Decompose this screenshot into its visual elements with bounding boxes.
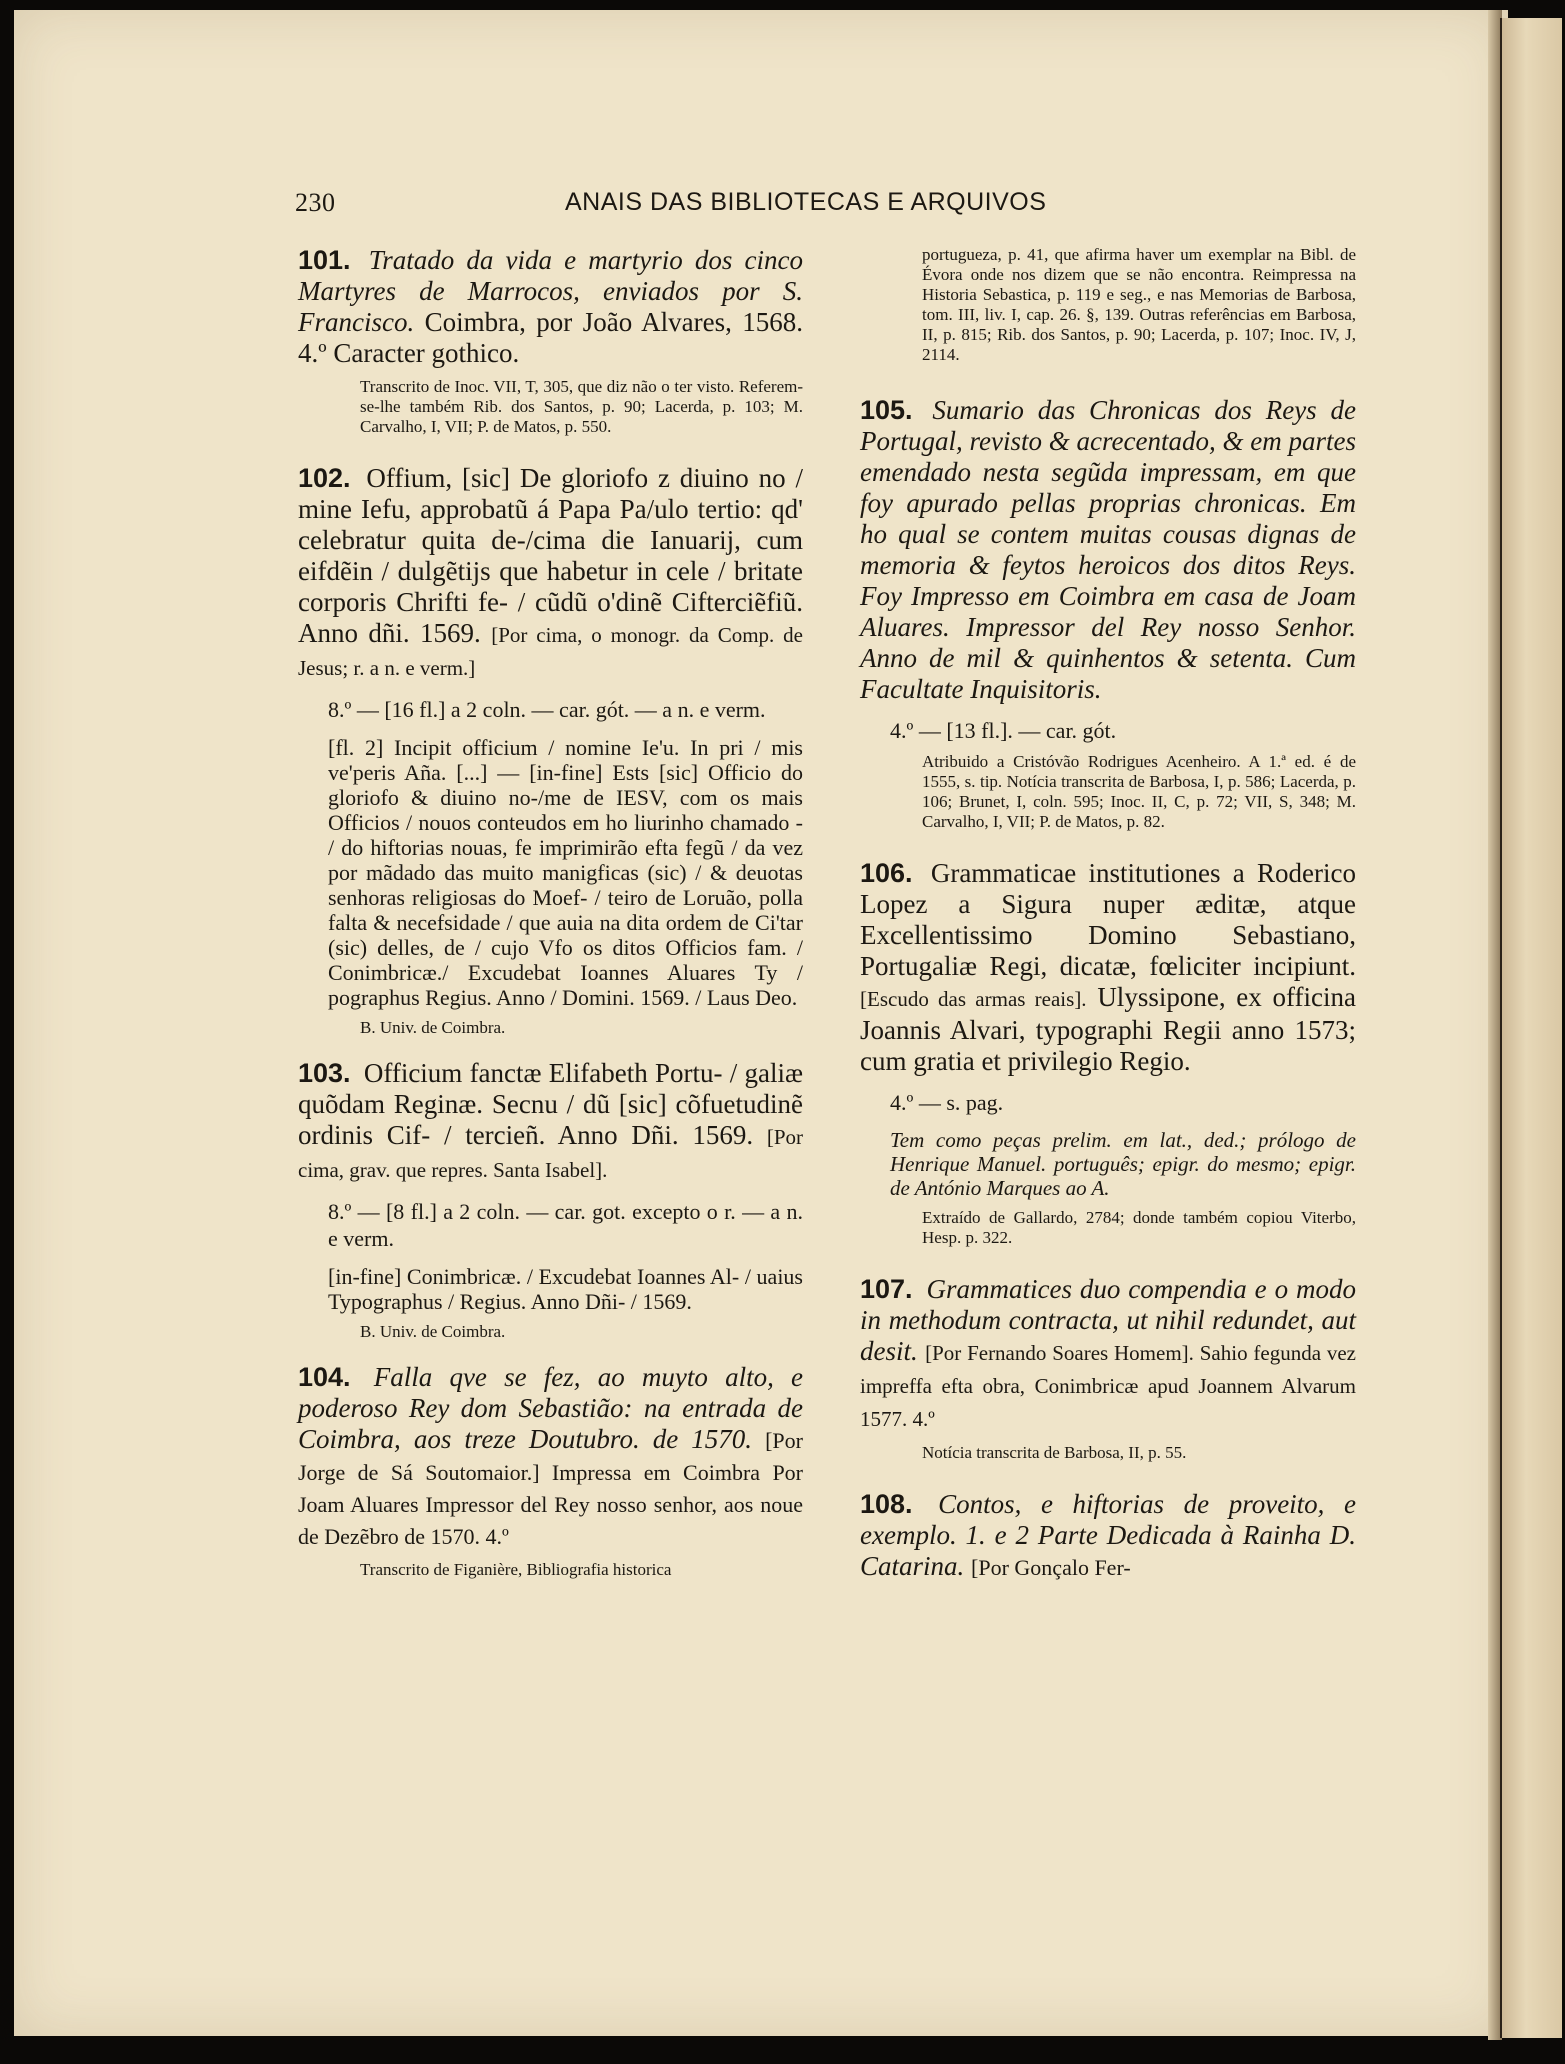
page-number: 230 [295, 188, 336, 217]
entry-location: B. Univ. de Coimbra. [360, 1018, 506, 1037]
entry-number: 103. [298, 1058, 351, 1088]
entry-excerpt: [fl. 2] Incipit officium / nomine Ie'u. In pri / mis ve'peris Aña. [...] — [in-fine] Ests [sic] Officio do gloriofo & diuino no-/me de IESV, com os mais Officios / nouos conteudos em ho liurinho chamado - / do hiftorias nouas, fe imprimirão efta fegũ / da vez por mãdado das muito manigficas (sic) / & deuotas senhoras religiosas do Moef- / teiro de Loruão, polla falta & necefsidade / que auia na dita ordem de Ci'tar (sic) delles, de / cujo Vfo os ditos Officios fam. / Conimbricæ./ Excudebat Ioannes Aluares Ty / pographus Regius. Anno / Domini. 1569. / Laus Deo. [328, 735, 803, 1010]
entry-bracket-note: [Por cima, o monogr. da Comp. de Jesus; r. a n. e verm.] [298, 623, 804, 680]
right-column [860, 245, 1356, 1603]
entry-imprint: [Por Jorge de Sá Soutomaior.] Impressa em Coimbra Por Joam Aluares Impressor del Rey nosso senhor, aos noue de Dezẽbro de 1570. 4.º [298, 1428, 803, 1549]
entry-text: Officium fanctæ Elifabeth Portu- / galiæ quõdam Reginæ. Secnu / dũ [sic] cõfuetudinẽ ordinis Cif- / tercieñ. Anno Dñi. 1569. [298, 1058, 804, 1150]
entry-imprint: Ulyssipone, ex officina Joannis Alvari, typographi Regii anno 1573; cum gratia et privilegio Regio. [860, 982, 1356, 1076]
entry-number: 104. [298, 1362, 351, 1392]
entry-note: Extraído de Gallardo, 2784; donde também copiou Viterbo, Hesp. p. 322. [922, 1208, 1356, 1247]
entry-location: B. Univ. de Coimbra. [360, 1322, 506, 1341]
entry-104 [298, 1362, 803, 1580]
page-header [295, 188, 1075, 228]
entry-excerpt: [in-fine] Conimbricæ. / Excudebat Ioannes Al- / uaius Typographus / Regius. Anno Dñi- / 1569. [328, 1264, 803, 1314]
entry-imprint: Coimbra, por João Alvares, 1568. 4.º Caracter gothico. [298, 307, 804, 368]
entry-note: Transcrito de Figanière, Bibliografia historica [360, 1560, 672, 1579]
running-title: ANAIS DAS BIBLIOTECAS E ARQUIVOS [565, 188, 1047, 216]
entry-number: 108. [860, 1489, 913, 1519]
entry-note: Transcrito de Inoc. VII, T, 305, que diz não o ter visto. Referem-se-lhe também Rib. dos Santos, p. 90; Lacerda, p. 103; M. Carvalho, I, VII; P. de Matos, p. 550. [360, 377, 803, 436]
entry-imprint: [Por Fernando Soares Homem]. Sahio fegunda vez impreffa efta obra, Conimbricæ apud Joannem Alvarum 1577. 4.º [860, 1341, 1356, 1431]
entry-collation: 4.º — [13 fl.]. — car. gót. [890, 718, 1117, 743]
entry-number: 101. [298, 245, 351, 275]
entry-title: Sumario das Chronicas dos Reys de Portugal, revisto & acrecentado, & em partes emendado nesta segũda impressam, em que foy apurado pellas proprias chronicas. Em ho qual se contem muitas cousas dignas de memoria & feytos heroicos dos ditos Reys. Foy Impresso em Coimbra em casa de Joam Aluares. Impressor del Rey nosso Senhor. Anno de mil & quinhentos & setenta. Cum Facultate Inquisitoris. [860, 395, 1356, 704]
entry-107 [860, 1274, 1356, 1463]
entry-italic-note: Tem como peças prelim. em lat., ded.; prólogo de Henrique Manuel. português; epigr. do mesmo; epigr. de António Marques ao A. [890, 1128, 1356, 1200]
entry-note: Atribuido a Cristóvão Rodrigues Acenheiro. A 1.ª ed. é de 1555, s. tip. Notícia transcrita de Barbosa, I, p. 586; Lacerda, p. 106; Brunet, I, coln. 595; Inoc. II, C, p. 72; VII, S, 348; M. Carvalho, I, VII; P. de Matos, p. 82. [922, 752, 1356, 831]
entry-collation: 8.º — [16 fl.] a 2 coln. — car. gót. — a n. e verm. [328, 697, 766, 722]
entry-note-continued: portugueza, p. 41, que afirma haver um exemplar na Bibl. de Évora onde nos dizem que se não encontra. Reimpressa na Historia Sebastica, p. 119 e seg., e nas Memorias de Barbosa, tom. III, liv. I, cap. 26. §, 139. Outras referências em Barbosa, II, p. 815; Rib. dos Santos, p. 90; Lacerda, p. 107; Inoc. IV, J, 2114. [922, 245, 1356, 364]
entry-105 [860, 395, 1356, 832]
entry-title: Tratado da vida e martyrio dos cinco Martyres de Marrocos, enviados por S. Francisco. [298, 245, 804, 337]
entry-bracket-note: [Escudo das armas reais]. [860, 987, 1087, 1011]
entry-title: Falla qve se fez, ao muyto alto, e poderoso Rey dom Sebastião: na entrada de Coimbra, aos treze Doutubro. de 1570. [298, 1362, 804, 1454]
entry-note: Notícia transcrita de Barbosa, II, p. 55. [922, 1443, 1187, 1462]
entry-101 [298, 245, 803, 437]
entry-imprint: [Por Gonçalo Fer- [971, 1555, 1131, 1580]
entry-108 [860, 1489, 1356, 1583]
entry-number: 106. [860, 858, 913, 888]
entry-collation: 4.º — s. pag. [890, 1090, 1004, 1115]
next-page-edge [1500, 18, 1562, 2038]
entry-text: Offium, [sic] De gloriofo z diuino no / mine Iefu, approbatũ á Papa Pa/ulo tertio: qd' celebratur quita de-/cima die Ianuarij, cum eifdẽin / dulgẽtijs que habetur in cele / britate corporis Chrifti fe- / cũdũ o'dinẽ Cifterciẽfiũ. Anno dñi. 1569. [298, 463, 803, 648]
entry-104-continued [860, 245, 1356, 365]
entry-102 [298, 463, 803, 1038]
entry-103 [298, 1058, 803, 1342]
entry-number: 107. [860, 1274, 913, 1304]
entry-number: 102. [298, 463, 351, 493]
entry-106 [860, 858, 1356, 1248]
left-column [298, 245, 803, 1600]
entry-bracket-note: [Por cima, grav. que repres. Santa Isabel]. [298, 1125, 803, 1182]
entry-title: Grammatices duo compendia e o modo in methodum contracta, ut nihil redundet, aut desit. [860, 1274, 1356, 1366]
entry-number: 105. [860, 395, 913, 425]
entry-collation: 8.º — [8 fl.] a 2 coln. — car. got. excepto o r. — a n. e verm. [328, 1199, 803, 1251]
entry-title: Contos, e hiftorias de proveito, e exemplo. 1. e 2 Parte Dedicada à Rainha D. Catarina. [860, 1489, 1356, 1581]
entry-text: Grammaticae institutiones a Roderico Lopez a Sigura nuper æditæ, atque Excellentissimo Domino Sebastiano, Portugaliæ Regi, dicatæ, fœliciter incipiunt. [860, 858, 1356, 981]
